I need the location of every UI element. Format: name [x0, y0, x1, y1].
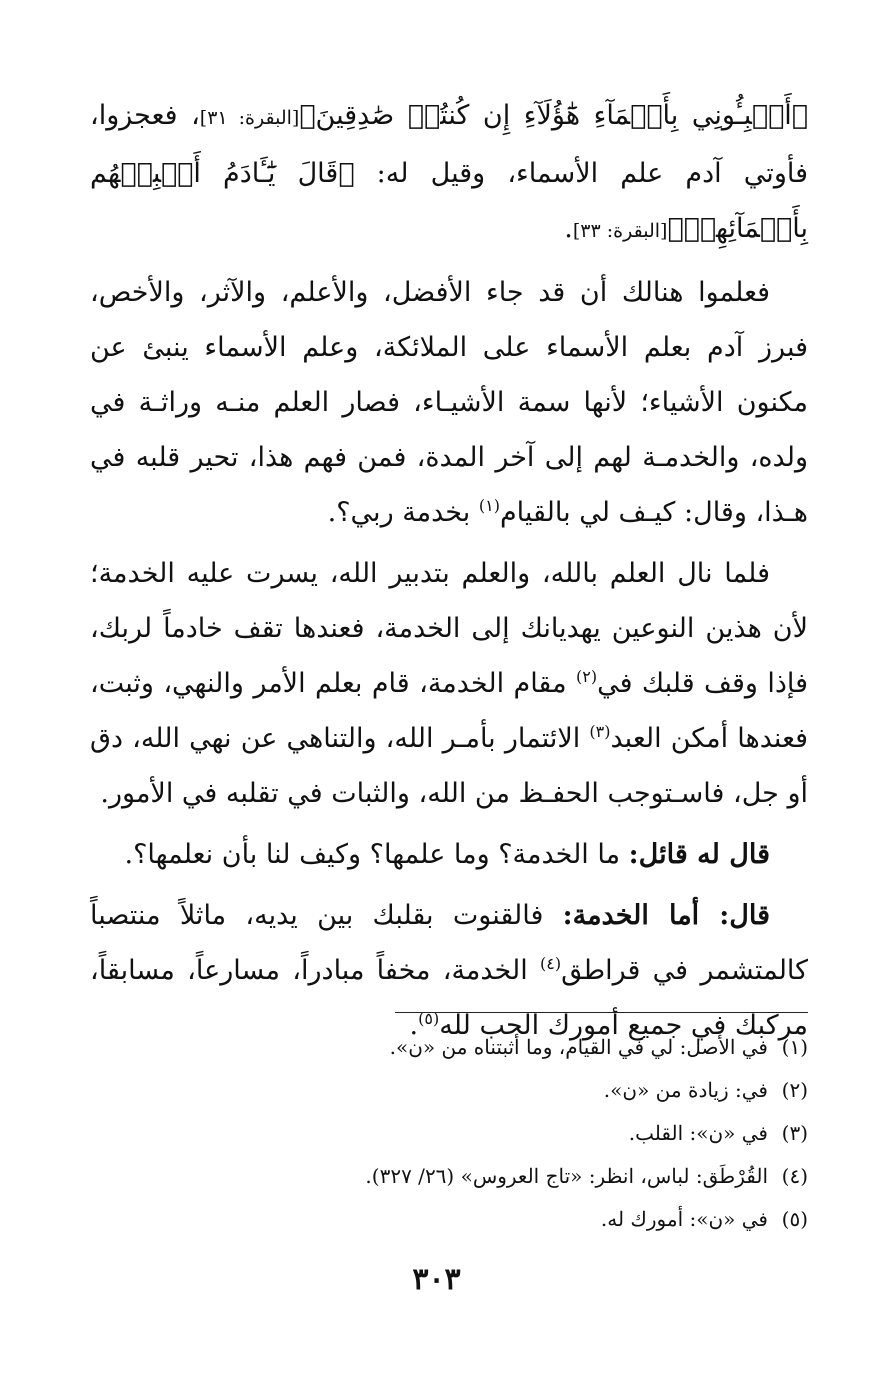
footnote-number: (١)	[781, 1035, 808, 1059]
footnote-number: (٢)	[781, 1078, 808, 1102]
paragraph-4	[90, 827, 808, 882]
footnote-marker-2[interactable]: (٢)	[575, 667, 598, 686]
paragraph-text: فالقنوت بقلبك بين يديه، ماثلاً منتصباً كالمتشمر في قراطق	[90, 900, 808, 986]
paragraph-text: الخدمة، مخفاً مبادراً، مسارعاً، مسابقاً، مركبك في جميع أمورك الحب لله	[90, 955, 808, 1041]
footnote-number: (٥)	[781, 1207, 808, 1231]
footnote-separator	[395, 1012, 808, 1013]
quran-verse: ﴿قَالَ يَٰٓـَٔادَمُ أَنۢبِئۡهُم بِأَسۡمَآئِهِمۡ﴾	[90, 158, 808, 244]
footnotes	[140, 1026, 808, 1241]
paragraph-3	[90, 546, 808, 821]
footnote-1	[140, 1026, 808, 1069]
footnote-3	[140, 1112, 808, 1155]
speaker-heading: قال له قائل:	[628, 839, 770, 870]
paragraph-1	[90, 88, 808, 259]
footnote-text: في الأصل: لي في القيام، وما أثبتناه من «ن».	[389, 1035, 768, 1059]
punctuation: .	[409, 1010, 419, 1041]
footnote-marker-4[interactable]: (٤)	[539, 954, 562, 973]
footnote-number: (٤)	[781, 1164, 808, 1188]
footnote-marker-5[interactable]: (٥)	[418, 1009, 440, 1028]
paragraph-text: مقام الخدمة، قام بعلم الأمر والنهي، وثبت، فعندها أمكن العبد	[90, 668, 808, 754]
footnote-text: في: زيادة من «ن».	[603, 1078, 768, 1102]
footnote-5	[140, 1198, 808, 1241]
speaker-heading: قال: أما الخدمة:	[562, 900, 770, 931]
quran-verse: ﴿أَنۢبِـُٔونِي بِأَسۡمَآءِ هَٰٓؤُلَآءِ إِن كُنتُمۡ صَٰدِقِينَ﴾	[299, 100, 808, 131]
footnote-number: (٣)	[781, 1121, 808, 1145]
verse-reference: [البقرة: ٣١]	[199, 107, 300, 129]
footnote-4	[140, 1155, 808, 1198]
paragraph-text: فعلموا هنالك أن قد جاء الأفضل، والأعلم، والآثر، والأخص، فبرز آدم بعلم الأسماء على الملائكة، وعلم الأسماء ينبئ عن مكنون الأشياء؛ لأنها سمة الأشيـاء، فصار العلم منـه وراثـة في ولده، والخدمـة لهم إلى آخر المدة، فمن فهم هذا، تحير قلبه في هـذا، وقال: كيـف لي بالقيام	[90, 277, 808, 528]
paragraph-text: ما الخدمة؟ وما علمها؟ وكيف لنا بأن نعلمها؟.	[124, 839, 629, 870]
punctuation: .	[564, 213, 573, 244]
paragraph-text: ، فعجزوا، فأوتي آدم علم الأسماء، وقيل له:	[90, 100, 808, 189]
footnote-text: القُرْطَق: لباس، انظر: «تاج العروس» (٢٦/ ٣٢٧).	[365, 1164, 768, 1188]
footnote-text: في «ن»: القلب.	[628, 1121, 768, 1145]
page-number: ٣٠٣	[412, 1262, 461, 1297]
footnote-text: في «ن»: أمورك له.	[600, 1207, 768, 1231]
main-text	[90, 88, 808, 1059]
footnote-2	[140, 1069, 808, 1112]
footnote-marker-3[interactable]: (٣)	[589, 722, 611, 741]
verse-reference: [البقرة: ٣٣]	[572, 220, 668, 242]
paragraph-text: الائتمار بأمـر الله، والتناهي عن نهي الله، دق أو جل، فاسـتوجب الحفـظ من الله، والثبات في تقلبه في الأمور.	[90, 723, 808, 809]
footnote-marker-1[interactable]: (١)	[478, 496, 500, 515]
paragraph-text: فلما نال العلم بالله، والعلم بتدبير الله، يسرت عليه الخدمة؛ لأن هذين النوعين يهديانك إلى الخدمة، فعندها تقف خادماً لربك، فإذا وقف قلبك في	[90, 558, 808, 699]
paragraph-2	[90, 265, 808, 540]
paragraph-text: بخدمة ربي؟.	[327, 497, 479, 528]
